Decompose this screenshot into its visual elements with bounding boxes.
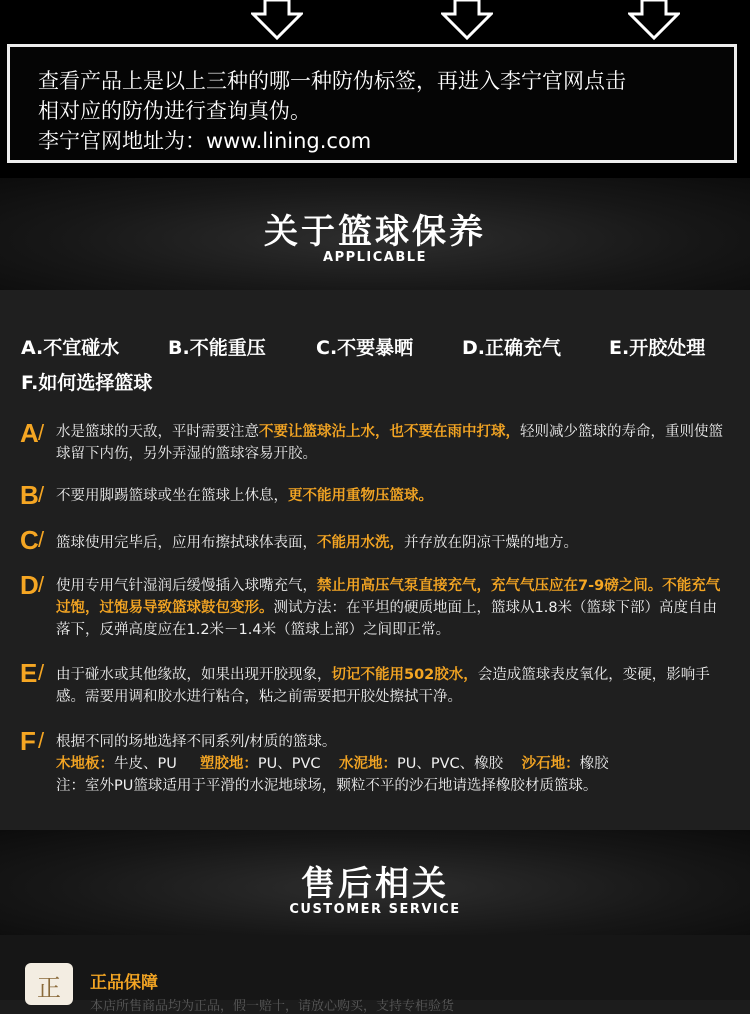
item-letter: E: [20, 658, 38, 688]
guarantee-label: 正品保障: [90, 973, 158, 993]
category-label: D.正确充气: [462, 337, 561, 359]
section-subtitle: APPLICABLE: [323, 250, 427, 265]
care-item-d: 使用专用气针湿润后缓慢插入球嘴充气，禁止用高压气泵直接充气，充气气压应在7-9磅之间。不能充气过饱，过饱易导致篮球鼓包变形。测试方法：在平坦的硬质地面上，篮球从1.8米（篮球下部）高度自由落下，反弹高度应在1.2米－1.4米（篮球上部）之间即正常。: [56, 578, 721, 638]
section-title: 售后相关: [301, 864, 449, 904]
care-item-f: 根据不同的场地选择不同系列/材质的篮球。 木地板：牛皮、PU 塑胶地：PU、PVC 水泥地：PU、PVC、橡胶 沙石地：橡胶 注：室外PU篮球适用于平滑的水泥地球场，颗粒不平的沙石地请选择橡胶材质篮球。: [56, 734, 609, 794]
category-label: B.不能重压: [168, 337, 266, 359]
slash-icon: /: [38, 482, 45, 507]
notice-line: 相对应的防伪进行查询真伪。: [38, 99, 311, 123]
category-label: A.不宜碰水: [21, 337, 120, 359]
slash-icon: /: [38, 420, 45, 445]
item-letter: C: [20, 525, 39, 555]
care-item-e: 由于碰水或其他缘故，如果出现开胶现象，切记不能用502胶水，会造成篮球表皮氧化，变硬，影响手感。需要用调和胶水进行粘合，粘之前需要把开胶处擦拭干净。: [56, 667, 710, 705]
care-item-b: 不要用脚踢篮球或坐在篮球上休息，更不能用重物压篮球。: [56, 488, 433, 504]
down-arrow-icon: [251, 0, 303, 40]
top-band: [0, 0, 750, 178]
item-letter: A: [20, 418, 39, 448]
down-arrow-icon: [628, 0, 680, 40]
category-label: E.开胶处理: [609, 337, 706, 359]
item-letter: F: [20, 726, 36, 756]
service-section-header: [0, 830, 750, 935]
care-section-header: [0, 178, 750, 290]
care-item-a: 水是篮球的天敌，平时需要注意不要让篮球沾上水，也不要在雨中打球，轻则减少篮球的寿命，重则使篮球留下内伤，另外弄湿的篮球容易开胶。: [56, 424, 723, 462]
category-label: C.不要暴晒: [316, 337, 414, 359]
notice-line: 李宁官网地址为：www.lining.com: [38, 129, 372, 153]
category-label: F.如何选择篮球: [21, 372, 153, 394]
anti-counterfeit-notice: [7, 44, 737, 163]
section-title: 关于篮球保养: [264, 212, 486, 252]
down-arrow-icon: [441, 0, 493, 40]
section-subtitle: CUSTOMER SERVICE: [289, 902, 461, 917]
notice-line: 查看产品上是以上三种的哪一种防伪标签，再进入李宁官网点击: [38, 69, 626, 93]
guarantee-row: [0, 935, 750, 1014]
item-letter: D: [20, 570, 39, 600]
guarantee-description: 本店所售商品均为正品，假一赔十，请放心购买，支持专柜验货: [90, 999, 455, 1014]
authentic-badge-icon: 正: [25, 963, 73, 1005]
slash-icon: /: [38, 572, 45, 597]
care-tips: [0, 290, 750, 830]
slash-icon: /: [38, 527, 45, 552]
item-letter: B: [20, 480, 39, 510]
slash-icon: /: [38, 660, 45, 685]
care-item-c: 篮球使用完毕后，应用布擦拭球体表面，不能用水洗，并存放在阴凉干燥的地方。: [56, 535, 578, 551]
slash-icon: /: [38, 728, 45, 753]
